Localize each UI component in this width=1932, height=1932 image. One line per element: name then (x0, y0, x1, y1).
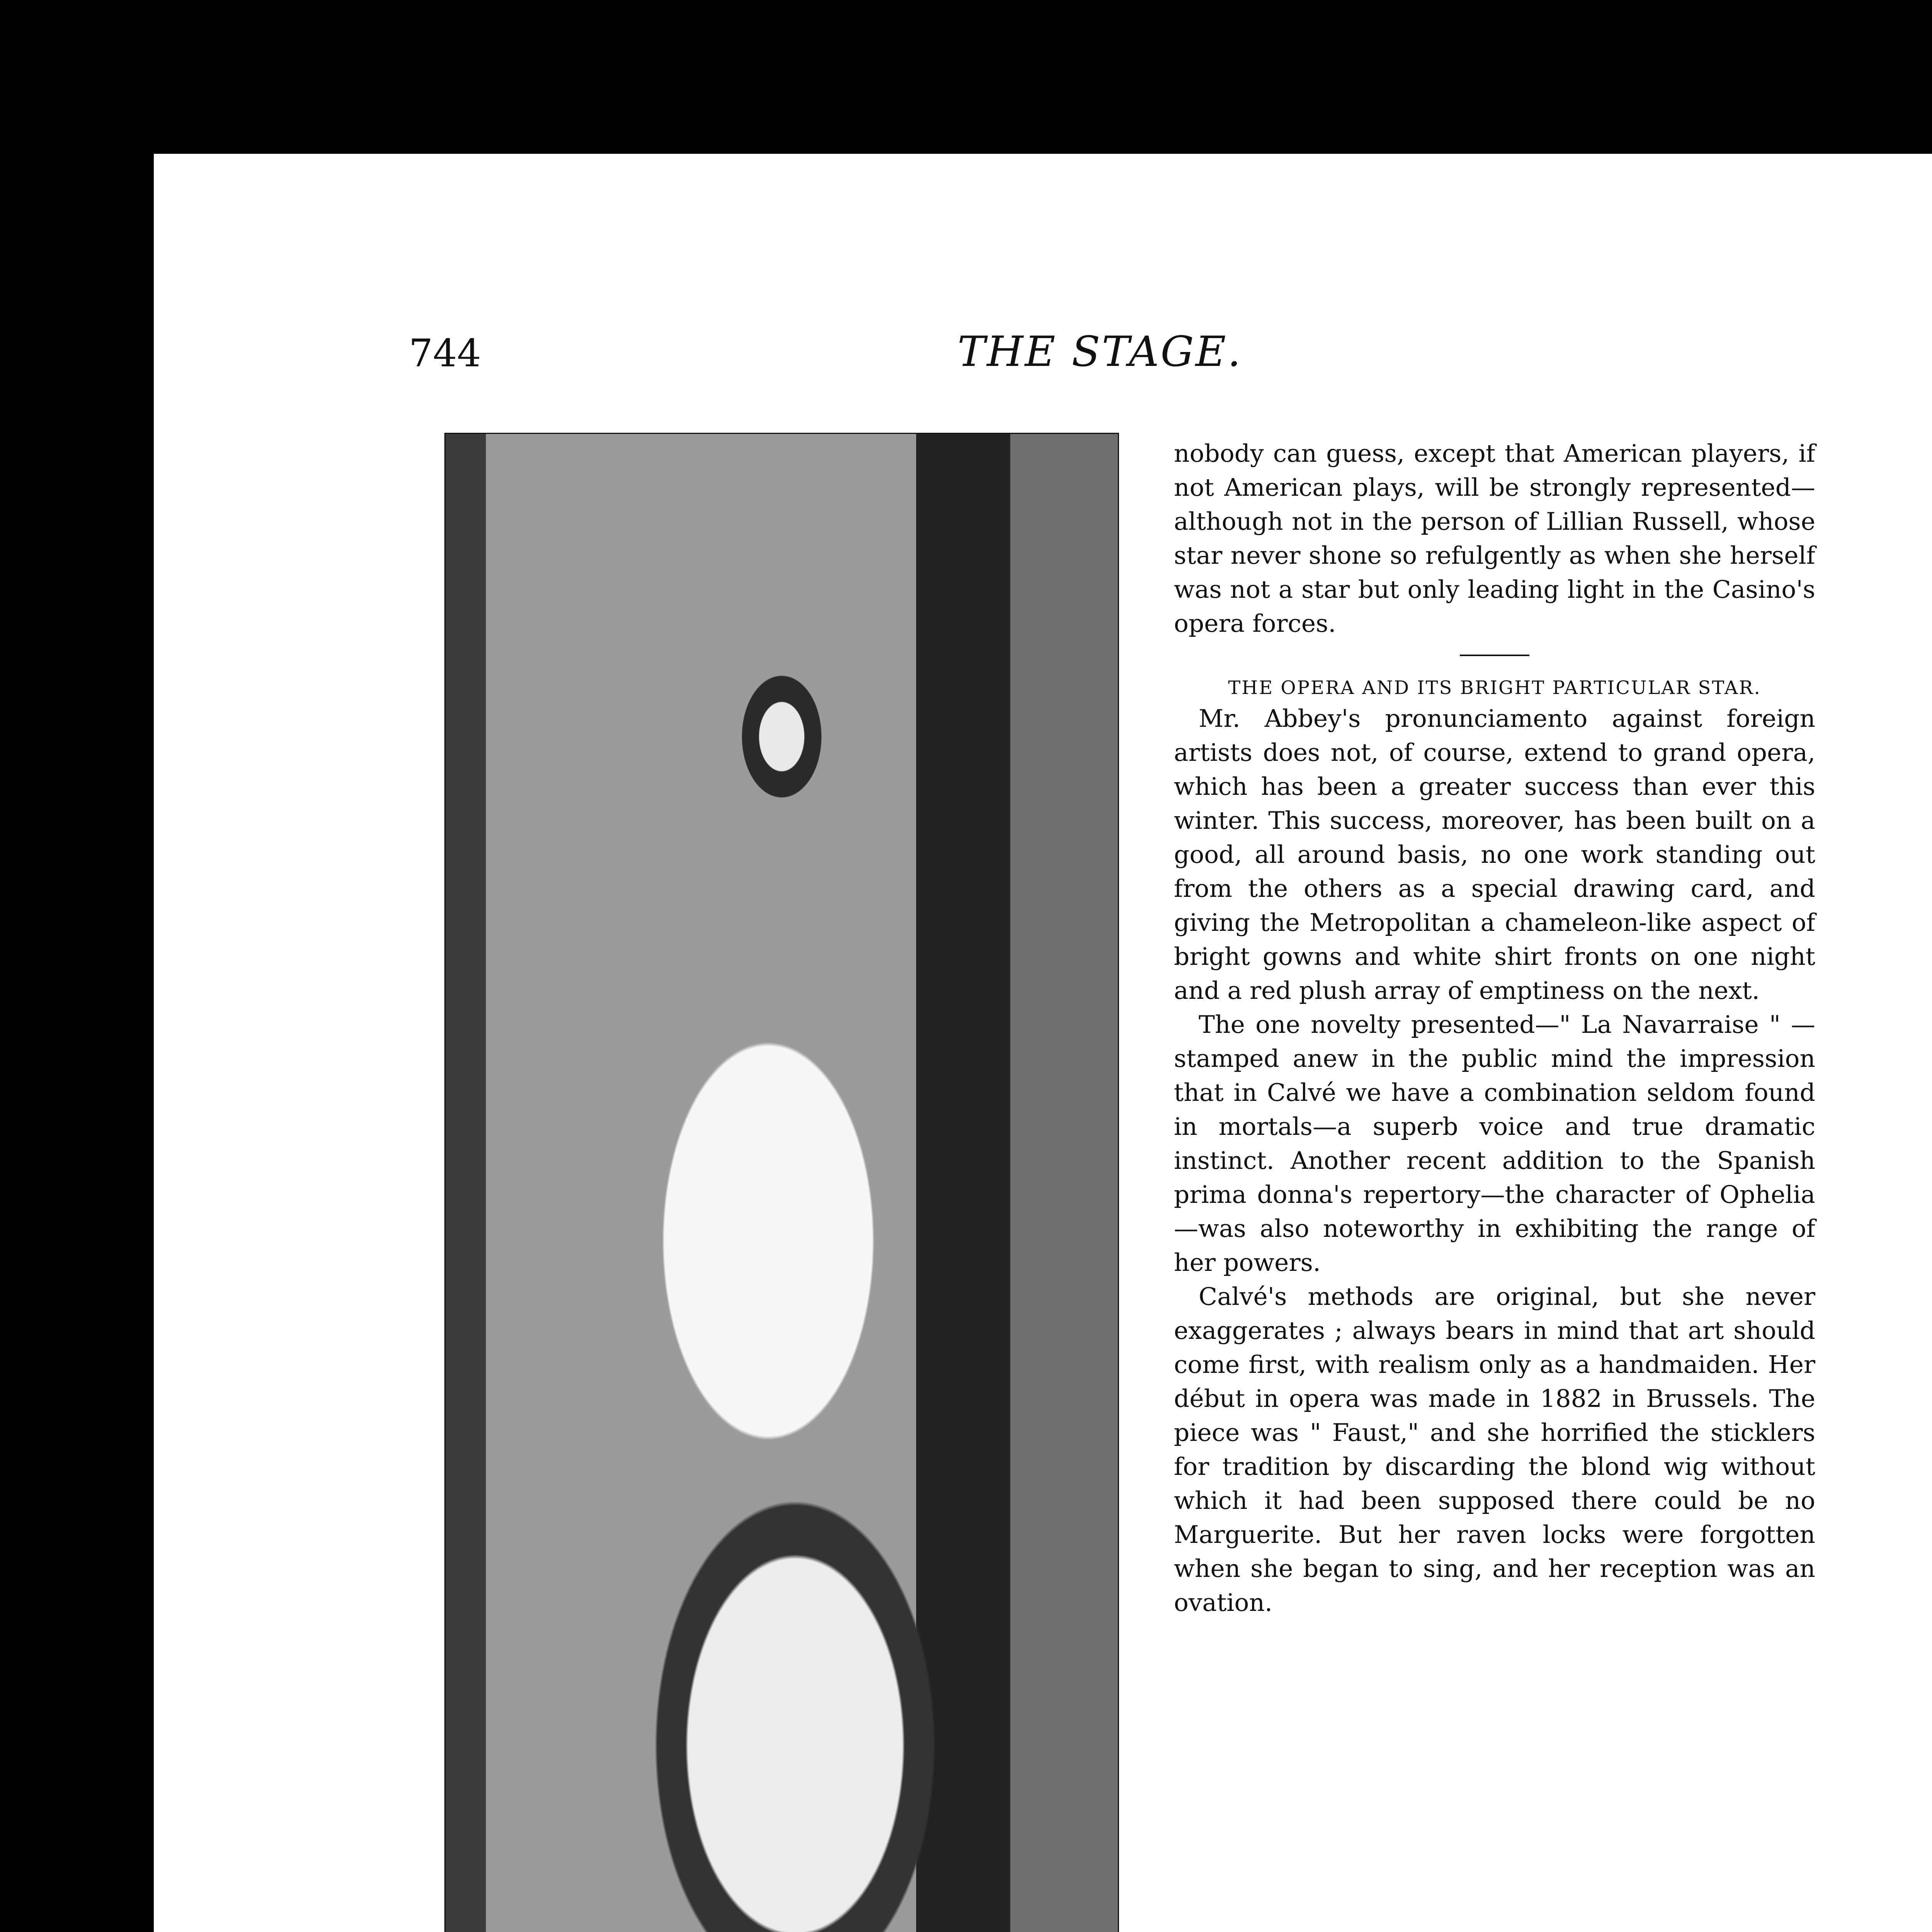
opera-paragraph-2: The one novelty presented—" La Navarraise " —stamped anew in the public mind the impression that in Calvé we have a combination seldom found in mortals—a superb voice and true dramatic instinct. Another recent addition to the Spanish prima donna's repertory—the character of Ophelia—was also noteworthy in exhibiting the range of her powers. (1174, 1010, 1815, 1277)
page-number: 744 (409, 332, 481, 376)
section-divider (1460, 655, 1529, 656)
opera-paragraph-3: Calvé's methods are original, but she never exaggerates ; always bears in mind that art should come first, with realism only as a handmaiden. Her début in opera was made in 1882 in Brussels. The piece was " Faust," and she horrified the sticklers for tradition by discarding the blond wig without which it had been supposed there could be no Marguerite. But her raven locks were forgotten when she began to sing, and her reception was an ovation. (1174, 1282, 1815, 1617)
page-header (154, 328, 1932, 393)
portrait-photo (444, 433, 1119, 1932)
right-column-top (1174, 437, 1815, 1620)
section-heading-opera: THE OPERA AND ITS BRIGHT PARTICULAR STAR. (1228, 677, 1761, 699)
running-head: THE STAGE. (957, 328, 1242, 376)
magazine-page (154, 154, 1932, 1932)
article-opening: nobody can guess, except that American players, if not American plays, will be strongly represented—although not in the person of Lillian Russell, whose star never shone so refulgently as when she herself was not a star but only leading light in the Casino's opera forces. (1174, 439, 1815, 638)
opera-paragraph-1: Mr. Abbey's pronunciamento against foreign artists does not, of course, extend to grand opera, which has been a greater success than ever this winter. This success, moreover, has been built on a good, all around basis, no one work standing out from the others as a special drawing card, and giving the Metropolitan a chameleon-like aspect of bright gowns and white shirt fronts on one night and a red plush array of emptiness on the next. (1174, 704, 1815, 1005)
